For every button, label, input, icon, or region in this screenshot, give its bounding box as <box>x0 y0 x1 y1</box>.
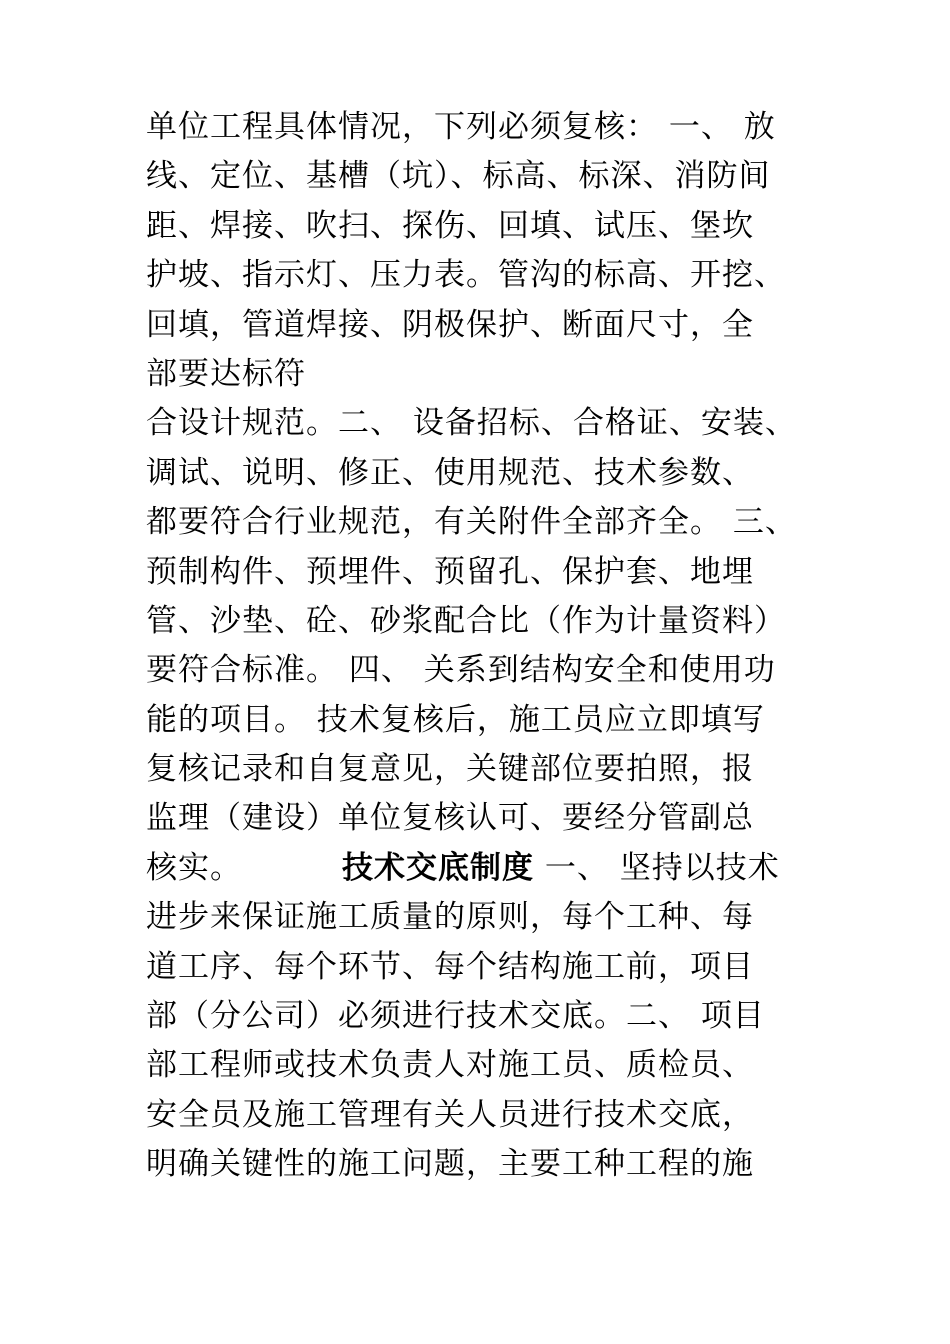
text-line: 部（分公司）必须进行技术交底。二、 项目 <box>146 998 765 1035</box>
text-line: 明确关键性的施工问题，主要工种工程的施 <box>146 1146 754 1183</box>
text-line: 部工程师或技术负责人对施工员、质检员、 <box>146 1047 754 1084</box>
text-line: 安全员及施工管理有关人员进行技术交底， <box>146 1096 754 1133</box>
text-line: 监理（建设）单位复核认可、要经分管副总 <box>146 800 754 837</box>
text-line: 预制构件、预埋件、预留孔、保护套、地埋 <box>146 553 754 590</box>
text-line: 回填，管道焊接、阴极保护、断面尺寸，全 <box>146 306 754 343</box>
body-text <box>146 103 846 1190</box>
text-fragment: 一、 坚持以技术 <box>544 849 780 886</box>
text-line: 调试、说明、修正、使用规范、技术参数、 <box>146 454 754 491</box>
text-line: 护坡、指示灯、压力表。管沟的标高、开挖、 <box>146 257 786 294</box>
text-line: 合设计规范。二、 设备招标、合格证、安装、 <box>146 405 797 442</box>
text-line: 都要符合行业规范，有关附件全部齐全。 三、 <box>146 504 797 541</box>
text-line: 道工序、每个环节、每个结构施工前，项目 <box>146 948 754 985</box>
text-line: 能的项目。 技术复核后，施工员应立即填写 <box>146 701 765 738</box>
text-line: 线、定位、基槽（坑）、标高、标深、消防间 <box>146 158 771 195</box>
text-line: 要符合标准。 四、 关系到结构安全和使用功 <box>146 652 776 689</box>
text-line: 部要达标符 <box>146 355 306 392</box>
text-fragment: 核实。 <box>146 849 242 886</box>
text-line: 距、焊接、吹扫、探伤、回填、试压、堡坎 <box>146 207 754 244</box>
text-line: 进步来保证施工质量的原则，每个工种、每 <box>146 899 754 936</box>
text-line: 管、沙垫、砼、砂浆配合比（作为计量资料） <box>146 602 786 639</box>
heading-line <box>146 844 846 893</box>
section-heading: 技术交底制度 <box>342 849 534 886</box>
text-line: 单位工程具体情况，下列必须复核： 一、 放 <box>146 109 776 145</box>
text-line: 复核记录和自复意见，关键部位要拍照，报 <box>146 751 754 788</box>
